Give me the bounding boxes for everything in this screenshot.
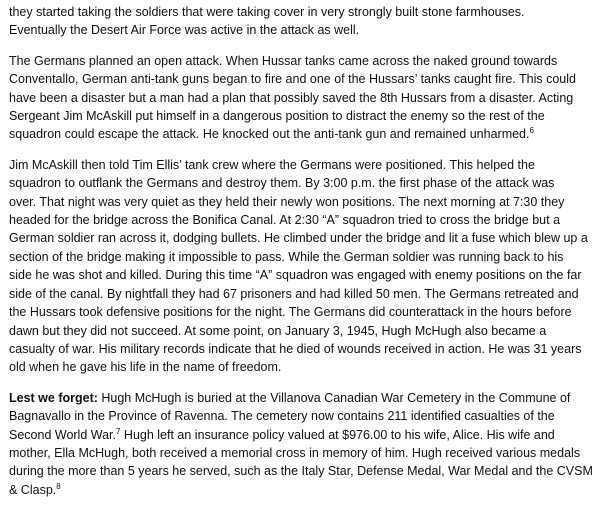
text-line: they started taking the soldiers that were taking cover in very strongly built stone farmhouses. [9,5,525,19]
text-line: side of the canal. By nightfall they had 67 prisoners and had killed 50 men. The Germans retreated and [9,286,579,301]
text-line [9,481,590,499]
text-line: Sergeant Jim McAskill put himself in a dangerous position to distract the enemy so the rest of the [9,109,545,124]
text-line-content: Second World War. [9,427,116,442]
text-line-content: squadron could escape the attack. He knocked out the anti-tank gun and remained unharmed. [9,127,530,142]
text-line [9,389,590,407]
text-line-content: & Clasp. [9,482,57,497]
text-line: old when he gave his life in the name of freedom. [9,360,282,375]
paragraph-open-attack [9,52,590,144]
text-line: headed for the bridge across the Bonifica Canal. At 2:30 “A” squadron tried to cross the bridge but a [9,213,561,228]
paragraph-spacer [9,377,590,389]
paragraph-spacer [9,144,590,156]
text-line: casualty of war. His military records indicate that he died of wounds received in action. He was 31 years [9,341,582,356]
footnote-marker-6: 6 [529,126,534,136]
text-line: side he was shot and killed. During this time “A” squadron was engaged with enemy positions on the far [9,268,582,283]
lest-we-forget-heading: Lest we forget: [9,390,98,405]
text-line: section of the bridge making it impossible to pass. While the German soldier was running back to his [9,249,564,264]
text-line: Eventually the Desert Air Force was active in the attack as well. [9,23,360,38]
paragraph-farmhouses [9,3,590,40]
text-line: the Hussars took defensive positions for the night. The Germans did counterattack in the hours before [9,305,572,320]
paragraph-spacer [9,40,590,52]
text-line: during the more than 5 years he served, such as the Italy Star, Defense Medal, War Medal and the CVSM [9,464,593,479]
text-line: The Germans planned an open attack. When Hussar tanks came across the naked ground towards [9,53,558,68]
text-line: mother, Ella McHugh, both received a memorial cross in memory of him. Hugh received various medals [9,445,581,460]
text-line: squadron to outflank the Germans and destroy them. By 3:00 p.m. the first phase of the attack was [9,176,555,191]
text-line [9,125,590,143]
text-line-content: Hugh McHugh is buried at the Villanova Canadian War Cemetery in the Commune of [97,390,571,405]
footnote-marker-7: 7 [116,426,121,436]
paragraph-lest-we-forget [9,389,593,499]
paragraph-bonifica-canal [9,156,590,377]
text-line: dawn but they did not succeed. At some point, on January 3, 1945, Hugh McHugh also became a [9,323,547,338]
text-line [9,426,590,444]
text-line: Bagnavallo in the Province of Ravenna. The cemetery now contains 211 identified casualties of the [9,409,555,424]
footnote-marker-8: 8 [56,481,61,491]
text-line: Jim McAskill then told Tim Ellis’ tank crew where the Germans were positioned. This helped the [9,157,535,172]
text-line: over. That night was very quiet as they held their newly won positions. The next morning at 7:30 they [9,194,565,209]
text-line: Conventallo, German anti-tank guns began to fire and one of the Hussars’ tanks caught fire. This could [9,72,576,87]
text-line: German soldier ran across it, dodging bullets. He climbed under the bridge and lit a fuse which blew up a [9,231,588,246]
text-line: have been a disaster but a man had a plan that possibly saved the 8th Hussars from a disaster. Acting [9,90,574,105]
text-line-content: Hugh left an insurance policy valued at $976.00 to his wife, Alice. His wife and [120,427,555,442]
